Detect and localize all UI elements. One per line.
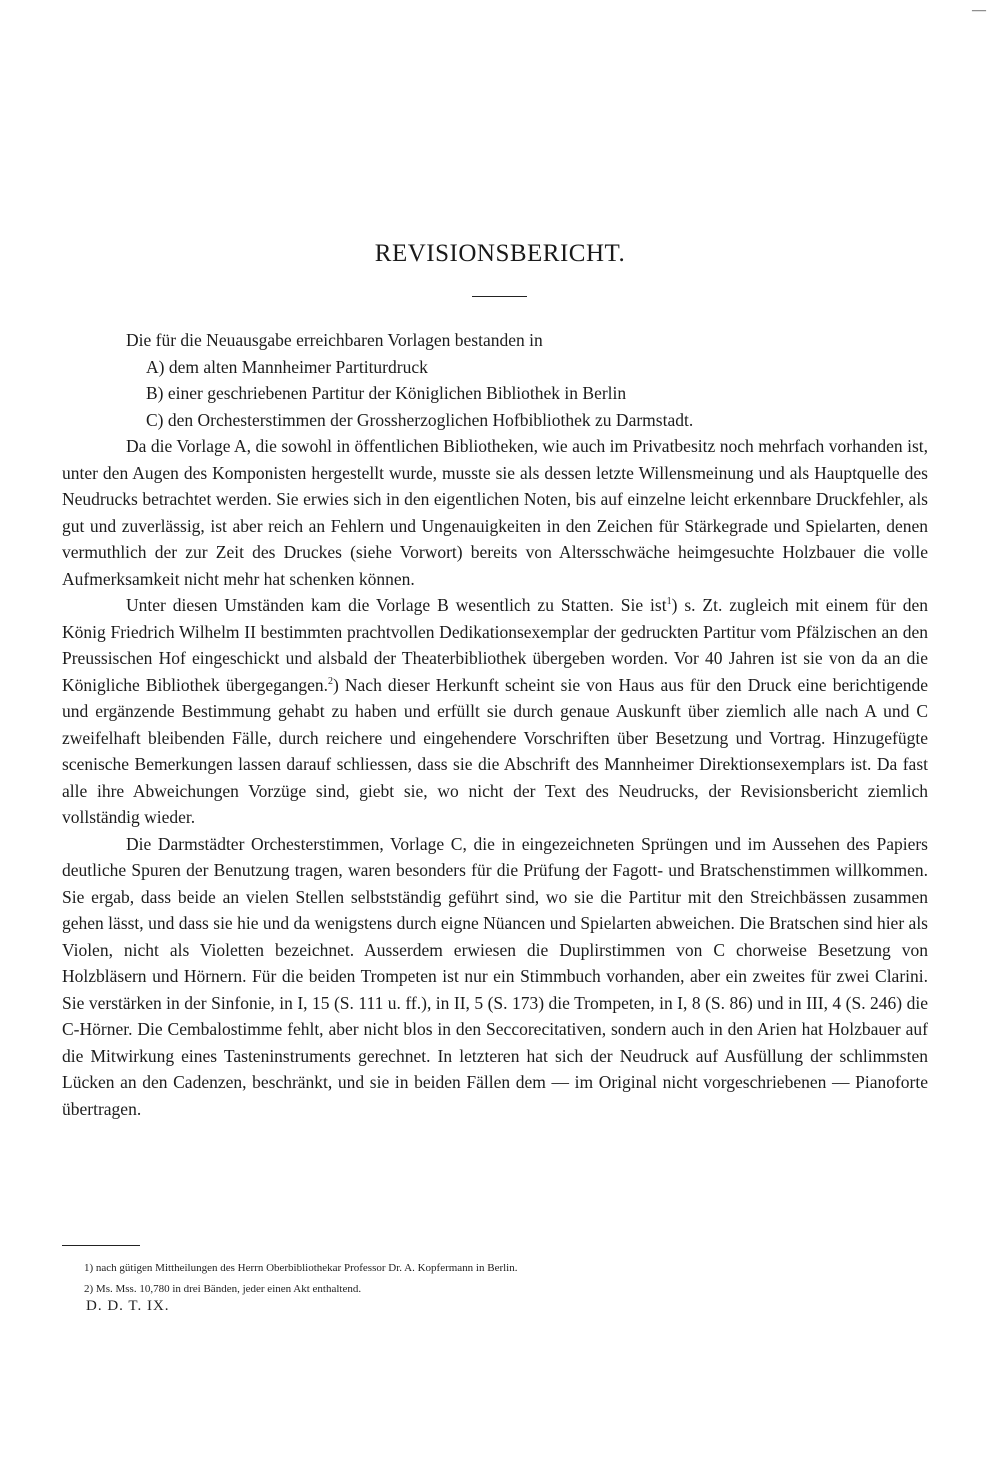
paragraph-vorlage-b-part-3: ) Nach dieser Herkunft scheint sie von Haus aus für den Druck eine berichtigende und ergänzende Bestimmung gehabt zu haben und erfüllt sie durch genaue Auskunft über ziemlich alle nach A und C zweifelhaft bleibenden Fälle, durch reichere und eingehendere Vorschriften über Besetzung und Vortrag. Hinzugefügte scenische Bemerkungen lassen darauf schliessen, dass sie die Abschrift des Mannheimer Direktionsexemplars ist. Da fast alle ihre Abweichungen Vorzüge sind, giebt sie, wo nicht der Text des Neudrucks, der Revisionsbericht ziemlich vollständig wieder. xyxy=(62,674,928,827)
corner-mark: — xyxy=(972,3,986,18)
title-divider xyxy=(472,296,527,297)
list-item-a: A) dem alten Mannheimer Partiturdruck xyxy=(146,356,428,377)
body-text xyxy=(62,327,928,1122)
footnote-ref-1: 1 xyxy=(666,596,672,608)
footnote-ref-2: 2 xyxy=(328,675,333,687)
paragraph-vorlage-b-part-1: Unter diesen Umständen kam die Vorlage B wesentlich zu Statten. Sie ist xyxy=(126,595,667,615)
list-item-b: B) einer geschriebenen Partitur der Königlichen Bibliothek in Berlin xyxy=(146,383,627,403)
paragraph-vorlage-c: Die Darmstädter Orchesterstimmen, Vorlage C, die in eingezeichneten Sprüngen und im Aussehen des Papiers deutliche Spuren der Benutzung tragen, waren besonders für die Prüfung der Fagott- und Bratschenstimmen willkommen. Sie ergab, dass beide an vielen Stellen selbstständig geführt sind, wo sie die Partitur mit den Streichbässen zusammen gehen lässt, und dass sie hie und da wenigstens durch eigne Nüancen und Spielarten abweichen. Die Bratschen sind hier als Violen, nicht als Violetten bezeichnet. Ausserdem erwiesen die Duplirstimmen von C chorweise Besetzung von Holzbläsern und Hörnern. Für die beiden Trompeten ist nur ein Stimmbuch vorhanden, aber ein zweites für zwei Clarini. Sie verstärken in der Sinfonie, in I, 15 (S. 111 u. ff.), in II, 5 (S. 173) die Trompeten, in I, 8 (S. 86) und in III, 4 (S. 246) die C-Hörner. Die Cembalostimme fehlt, aber nicht blos in den Seccorecitativen, sondern auch in den Arien hat Holzbauer auf die Mitwirkung eines Tasteninstruments gerechnet. In letzteren hat sich der Neudruck auf Ausfüllung der schlimmsten Lücken an den Cadenzen, beschränkt, und sie in beiden Fällen dem — im Original nicht vorgeschriebenen — Pianoforte übertragen. xyxy=(62,833,928,1119)
footnote-2: 2) Ms. Mss. 10,780 in drei Bänden, jeder einen Akt enthaltend. xyxy=(84,1283,362,1295)
list-item-c: C) den Orchesterstimmen der Grossherzoglichen Hofbibliothek zu Darmstadt. xyxy=(146,409,694,430)
footnote-divider xyxy=(62,1245,140,1246)
paragraph-vorlage-b-part-2: ) s. Zt. zugleich mit einem für den König Friedrich Wilhelm II bestimmten prachtvollen Dedikationsexemplar der gedruckten Partitur vom Pfälzischen an den Preussischen Hof eingeschickt und alsbald der Theaterbibliothek übergeben worden. Vor 40 Jahren ist sie von da an die Königliche Bibliothek übergegangen. xyxy=(62,595,928,695)
page-title: REVISIONSBERICHT. xyxy=(374,240,626,267)
paragraph-vorlage-b xyxy=(62,592,928,831)
footnote-1: 1) nach gütigen Mittheilungen des Herrn Oberbibliothekar Professor Dr. A. Kopfermann in Berlin. xyxy=(84,1262,518,1274)
signature-mark: D. D. T. IX. xyxy=(86,1298,170,1314)
footnotes xyxy=(84,1258,924,1300)
paragraph-vorlage-a: Da die Vorlage A, die sowohl in öffentlichen Bibliotheken, wie auch im Privatbesitz noch mehrfach vorhanden ist, unter den Augen des Komponisten hergestellt wurde, musste sie als dessen letzte Willensmeinung und als Hauptquelle des Neudrucks betrachtet werden. Sie erwies sich in den eigentlichen Noten, bis auf einzelne leicht erkennbare Druckfehler, als gut und zuverlässig, ist aber reich an Fehlern und Ungenauigkeiten in den Zeichen für Stärkegrade und Spielarten, denen vermuthlich der zur Zeit des Druckes (siehe Vorwort) bereits von Altersschwäche heimgesuchte Holzbauer die volle Aufmerksamkeit nicht mehr hat schenken können. xyxy=(62,436,928,589)
list-intro: Die für die Neuausgabe erreichbaren Vorlagen bestanden in xyxy=(126,330,543,350)
